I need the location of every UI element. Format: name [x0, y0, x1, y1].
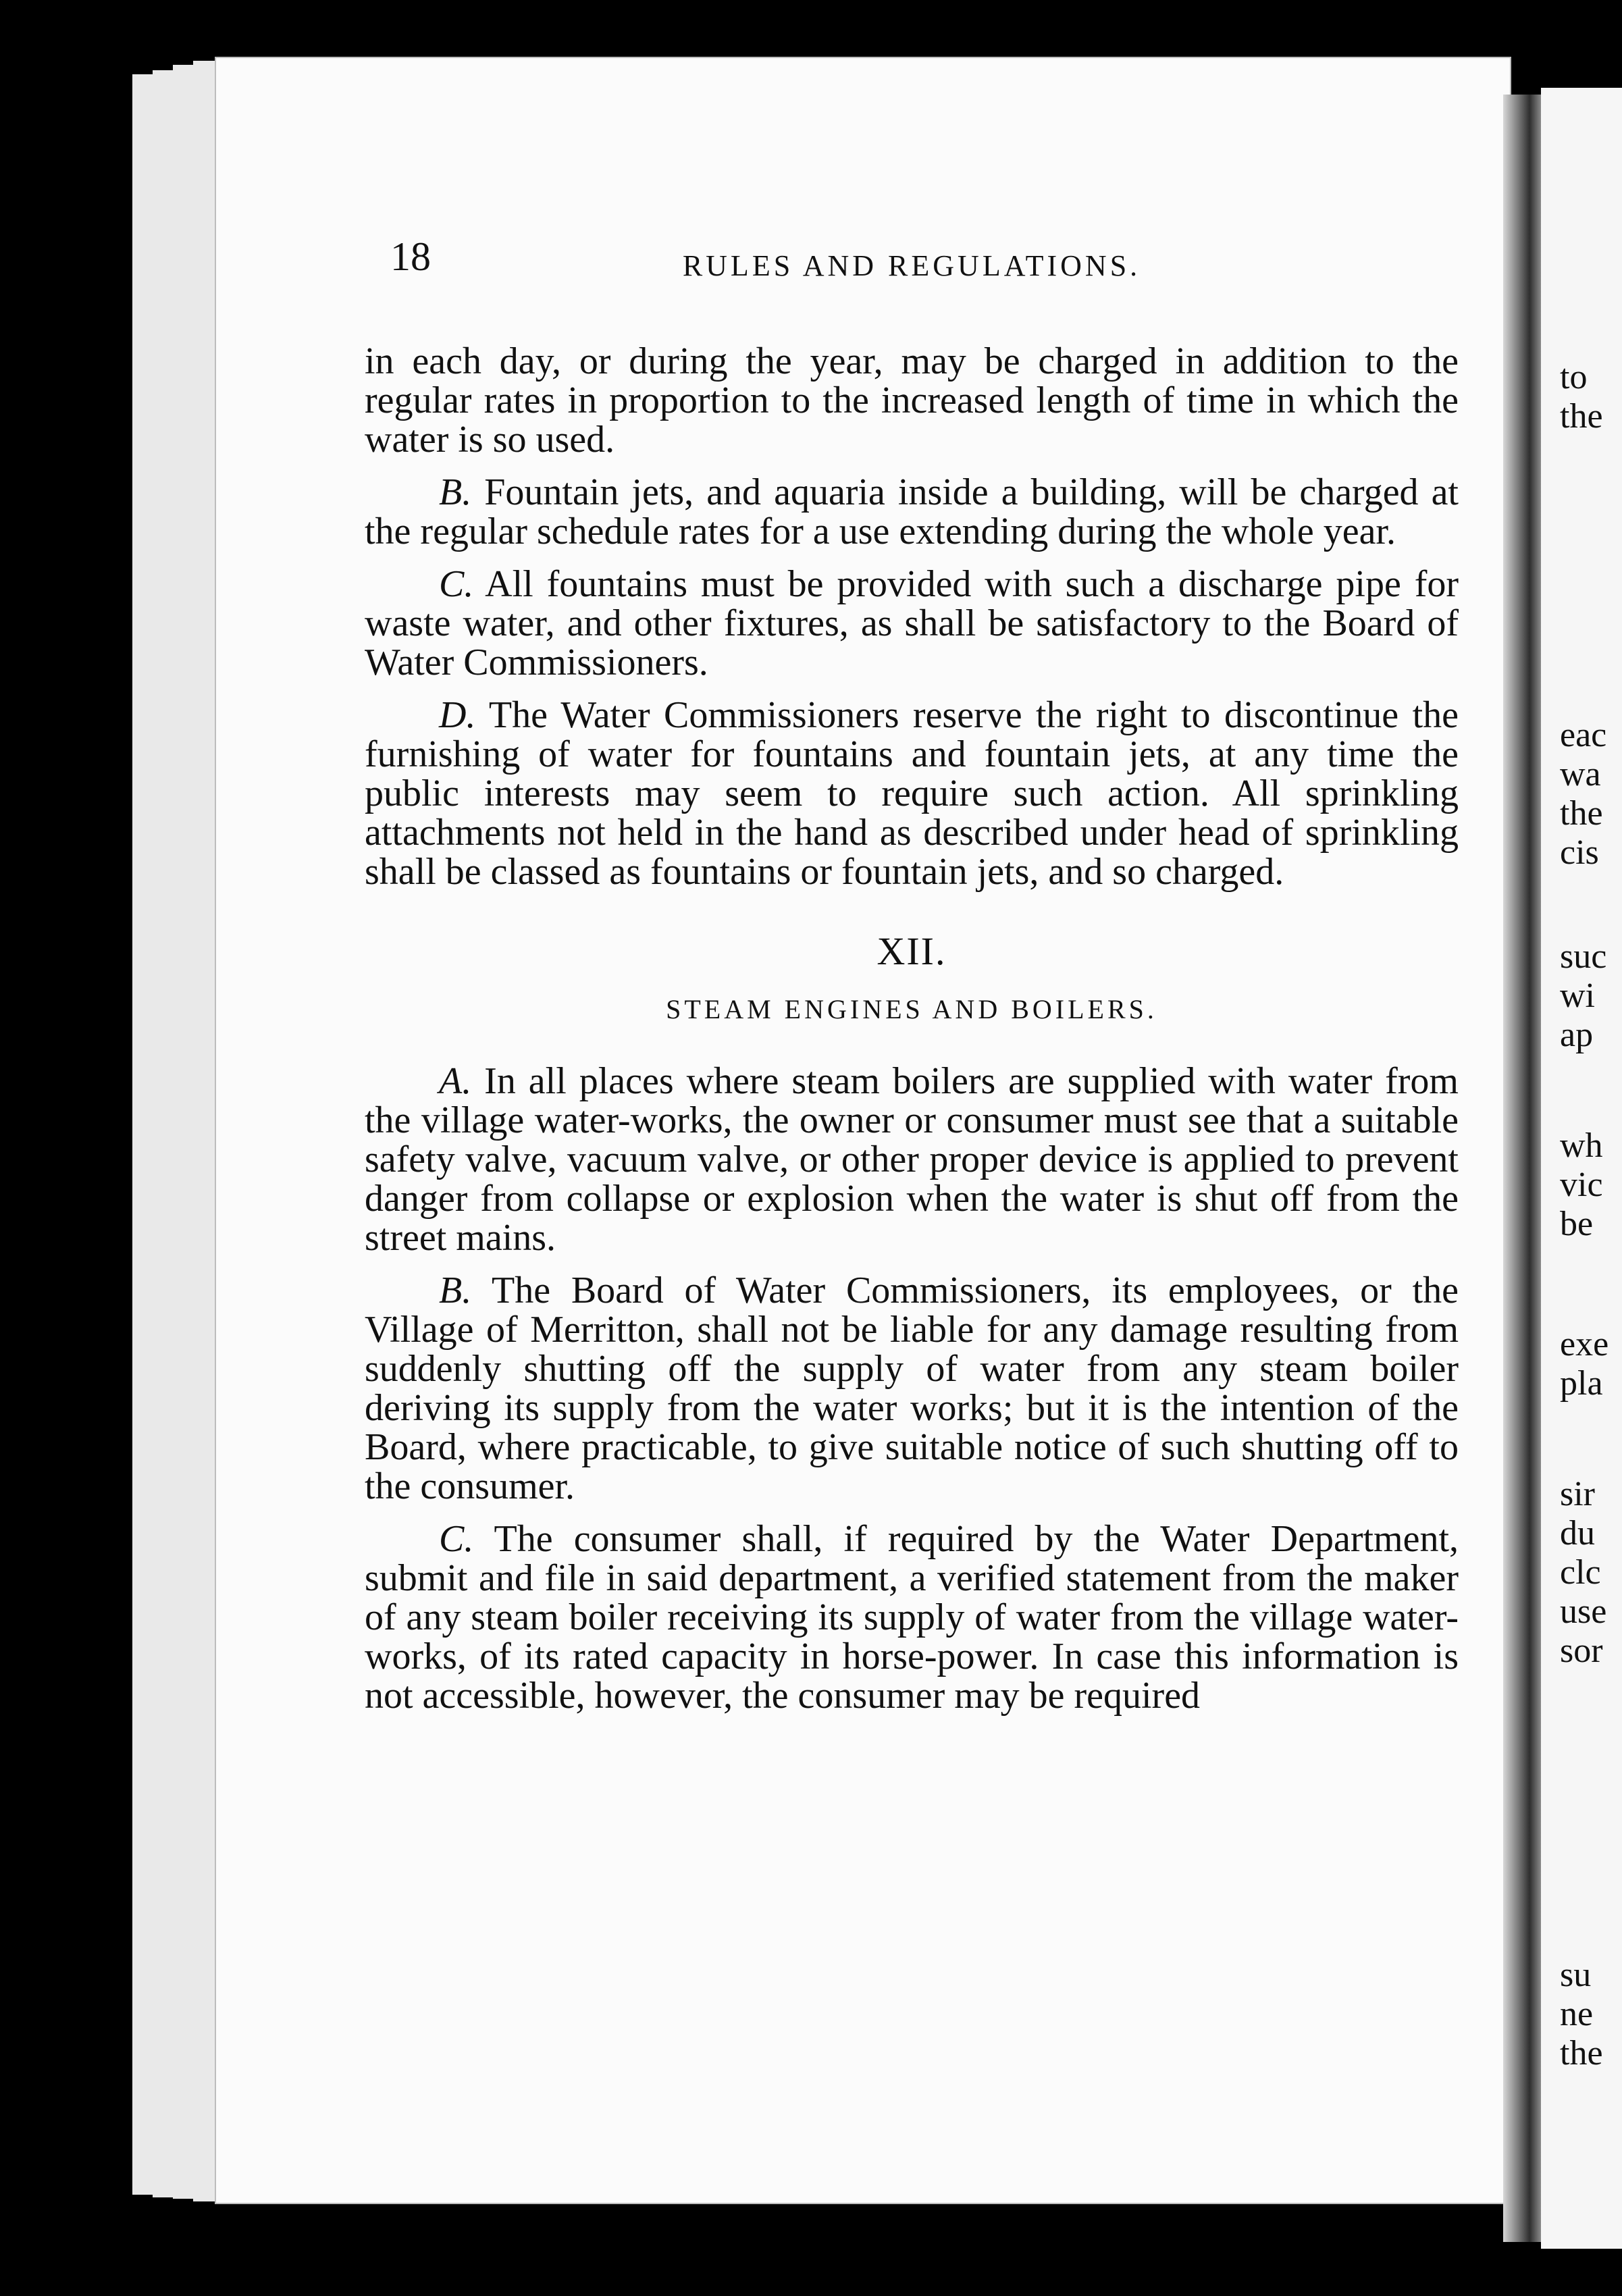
- facing-fragment: use: [1560, 1592, 1607, 1631]
- facing-fragment: du: [1560, 1514, 1595, 1553]
- facing-fragment: the: [1560, 2034, 1603, 2072]
- paragraph-text: in each day, or during the year, may be charged in addition to the regular rates in proportion to the increased length of time in which the water is so used.: [365, 340, 1459, 461]
- page-edge: [153, 70, 174, 2197]
- page-edge: [173, 65, 194, 2199]
- facing-page-text: [1560, 88, 1613, 2072]
- paragraph-mark: B.: [439, 1270, 472, 1311]
- paragraph-text: The Water Commissioners reserve the right to discontinue the furnishing of water for fountains and fountain jets, at any time the public interests may seem to require such action. All sprinkling attachments not held in the hand as described under head of sprinkling shall be classed as fountains or fountain jets, and so charged.: [365, 694, 1459, 893]
- book-page-left: [215, 57, 1511, 2204]
- paragraph-text: The Board of Water Commissioners, its employees, or the Village of Merritton, shall not be liable for any damage resulting from suddenly shutting off the supply of water from any steam boiler deriving its supply from the water works; but it is the intention of the Board, where practicable, to give suitable notice of such shutting off to the consumer.: [365, 1270, 1459, 1507]
- paragraph-mark: D.: [439, 694, 476, 736]
- facing-fragment: wh: [1560, 1126, 1603, 1165]
- facing-fragment: eac: [1560, 716, 1607, 754]
- facing-fragment: the: [1560, 794, 1603, 833]
- section-paragraph-c-boiler-statement: [365, 1519, 1459, 1715]
- paragraph-text: Fountain jets, and aquaria inside a building, will be charged at the regular schedule rates for a use extending during the whole year.: [365, 471, 1459, 552]
- paragraph-mark: C.: [439, 1518, 474, 1560]
- facing-fragment: suc: [1560, 937, 1607, 976]
- section-paragraph-a-safety-valve: [365, 1062, 1459, 1257]
- book-gutter-shadow: [1503, 95, 1541, 2242]
- paragraph-continuation: [365, 342, 1459, 459]
- paragraph-text: The consumer shall, if required by the Water Department, submit and file in said department, a verified statement from the maker of any steam boiler receiving its supply of water from the village water-works, of its rated capacity in horse-power. In case this information is not accessible, however, the consumer may be required: [365, 1518, 1459, 1717]
- running-head: RULES AND REGULATIONS.: [682, 249, 1141, 282]
- facing-fragment: sir: [1560, 1475, 1595, 1513]
- body-text: [365, 342, 1459, 1729]
- facing-fragment: ap: [1560, 1016, 1594, 1054]
- facing-fragment: clc: [1560, 1553, 1601, 1592]
- facing-fragment: wa: [1560, 755, 1601, 793]
- facing-fragment: cis: [1560, 833, 1599, 872]
- page-edge: [132, 74, 154, 2195]
- section-paragraph-b-liability: [365, 1271, 1459, 1506]
- section-title: STEAM ENGINES AND BOILERS.: [666, 994, 1157, 1024]
- facing-fragment: be: [1560, 1205, 1594, 1243]
- page-edge: [193, 61, 217, 2201]
- paragraph-mark: B.: [439, 471, 472, 513]
- paragraph-text: All fountains must be provided with such a discharge pipe for waste water, and other fixtures, as shall be satisfactory to the Board of Water Commissioners.: [365, 563, 1459, 683]
- facing-fragment: vic: [1560, 1166, 1603, 1204]
- facing-fragment: sor: [1560, 1632, 1603, 1670]
- book-page-right-cropped: [1541, 88, 1622, 2249]
- facing-fragment: wi: [1560, 976, 1595, 1015]
- paragraph-mark: A.: [439, 1060, 472, 1102]
- paragraph-c-discharge-pipe: [365, 565, 1459, 682]
- facing-fragment: su: [1560, 1956, 1592, 1994]
- facing-fragment: exe: [1560, 1325, 1609, 1363]
- paragraph-b-fountain-jets: [365, 473, 1459, 551]
- section-number: XII.: [877, 929, 947, 973]
- paragraph-d-discontinue: [365, 696, 1459, 891]
- facing-fragment: the: [1560, 397, 1603, 436]
- paragraph-text: In all places where steam boilers are supplied with water from the village water-works, the owner or consumer must see that a suitable safety valve, vacuum valve, or other proper device is applied to prevent danger from collapse or explosion when the water is shut off from the street mains.: [365, 1060, 1459, 1259]
- facing-fragment: pla: [1560, 1364, 1603, 1403]
- page-number: 18: [390, 234, 431, 279]
- paragraph-mark: C.: [439, 563, 474, 605]
- facing-fragment: ne: [1560, 1995, 1594, 2033]
- facing-fragment: to: [1560, 358, 1588, 396]
